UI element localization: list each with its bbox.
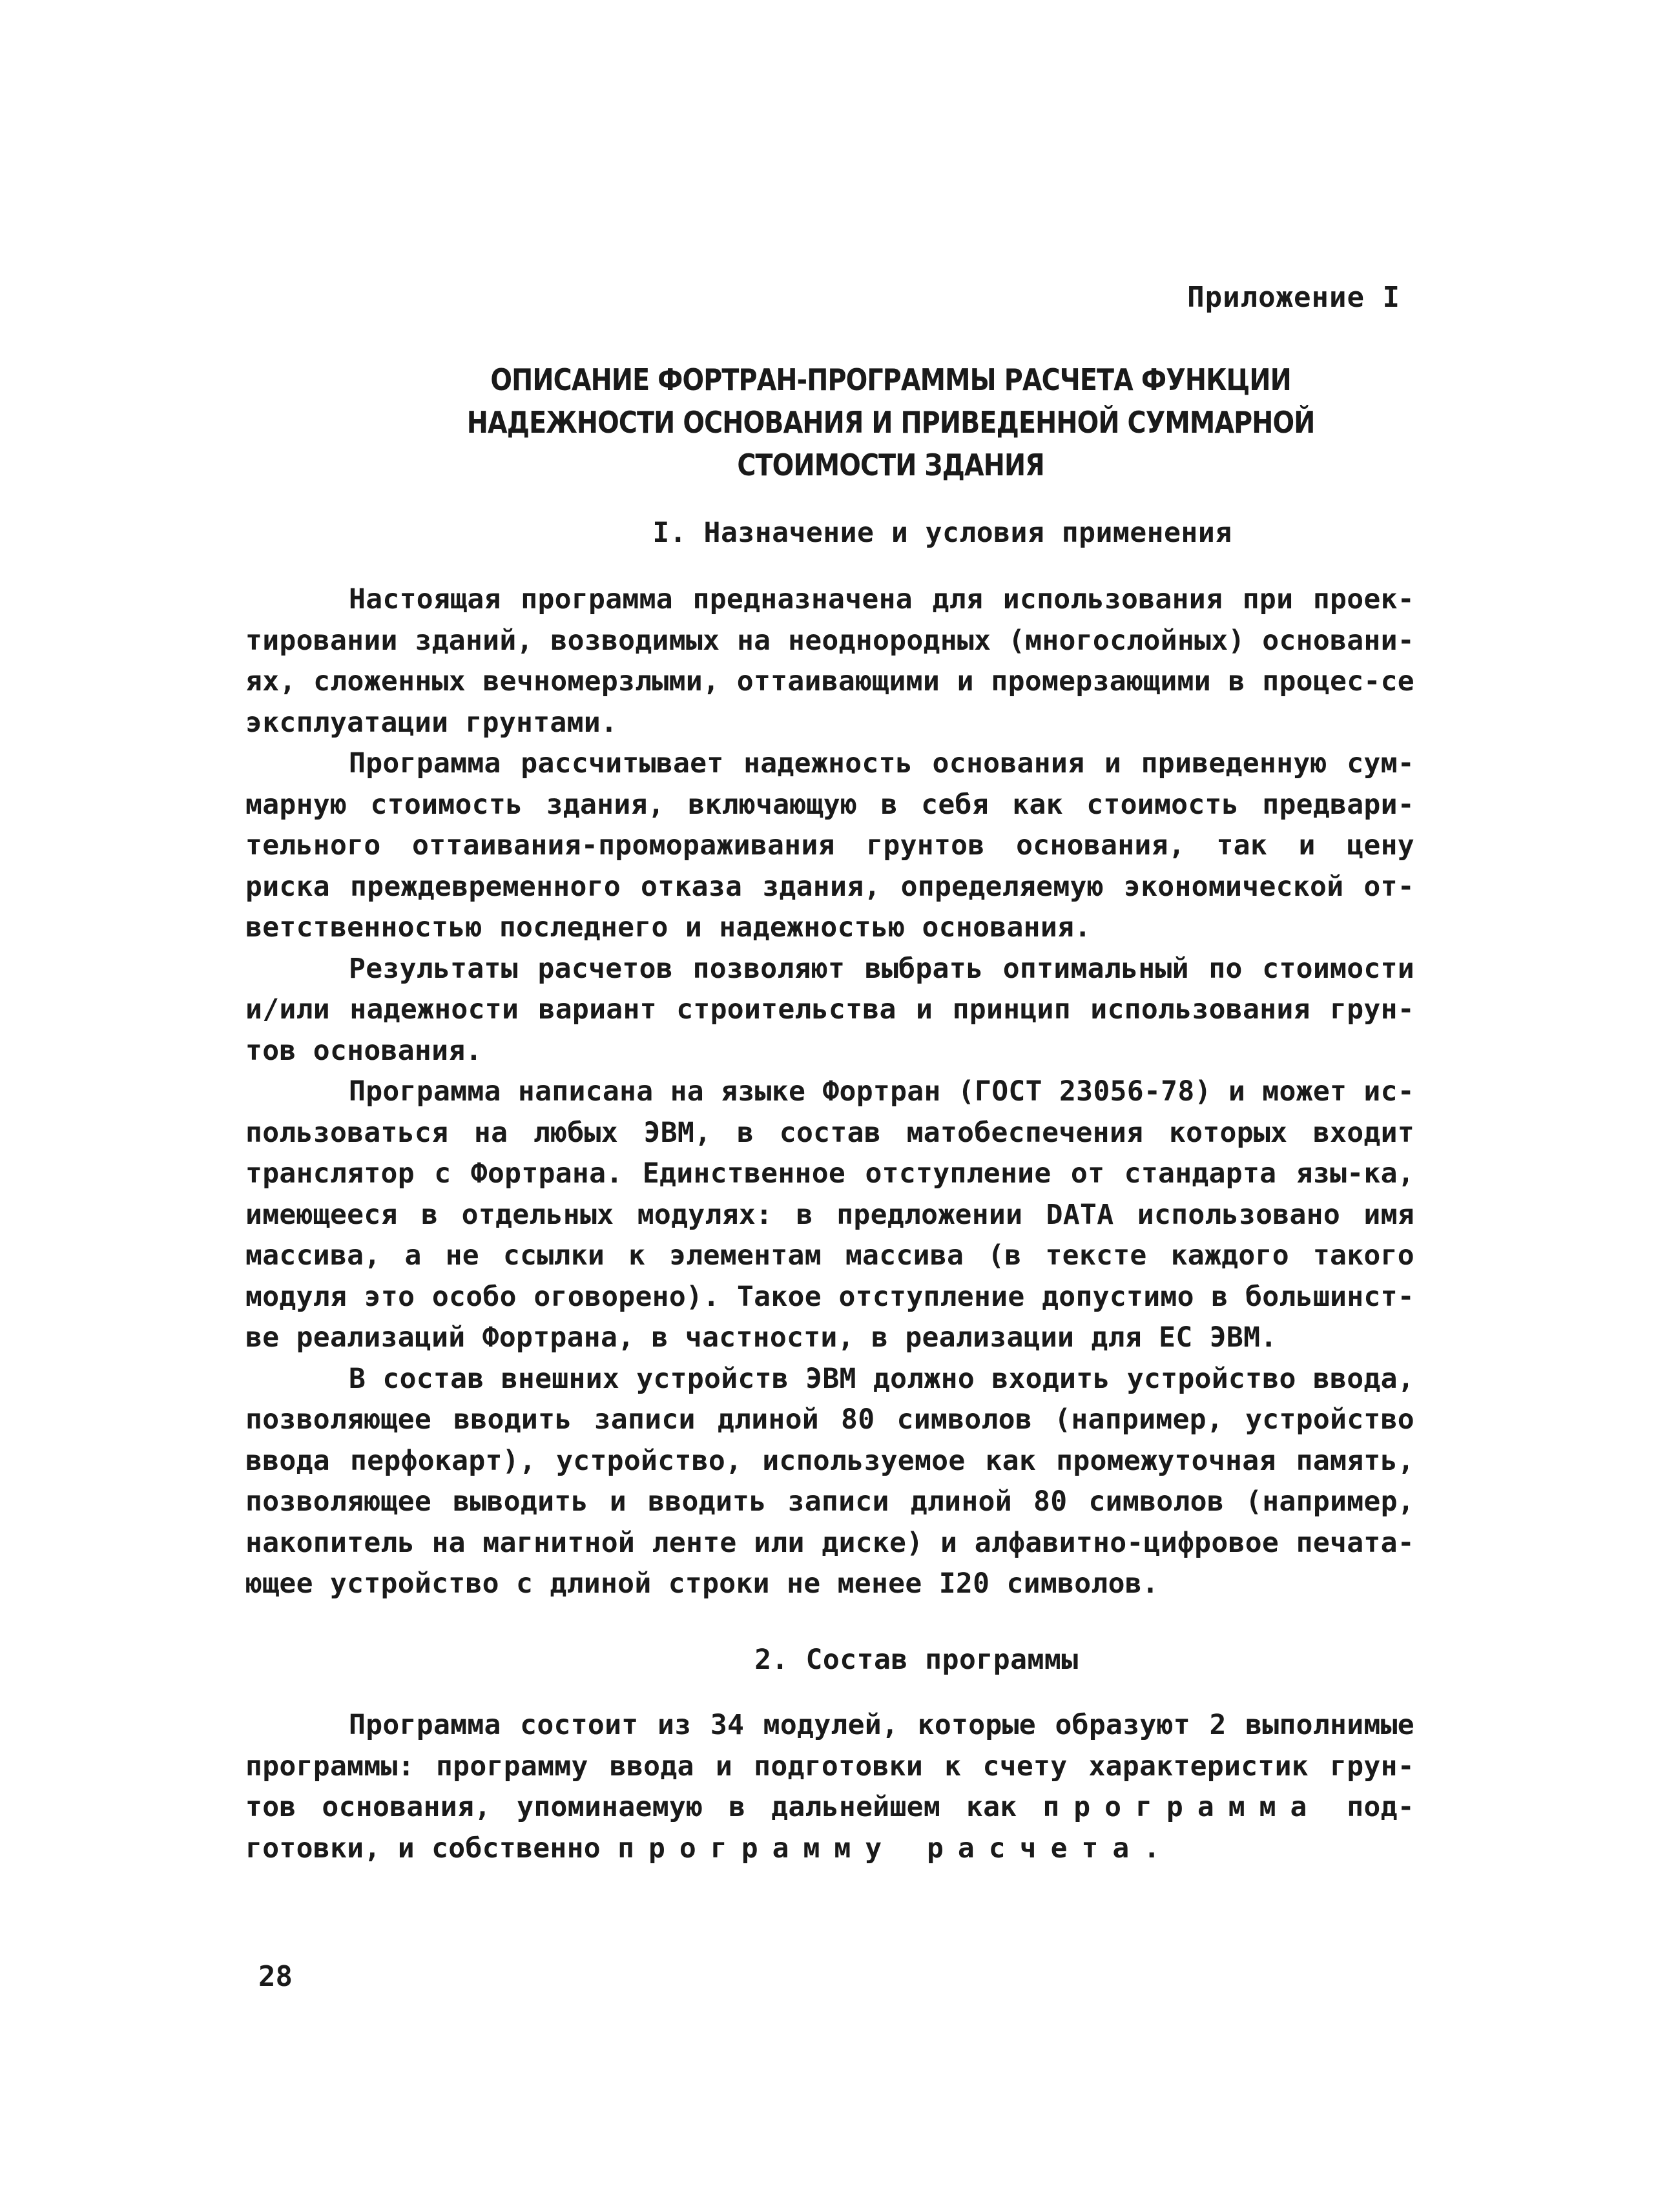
appendix-label: Приложение I — [1187, 281, 1400, 314]
paragraph: Программа рассчитывает надежность основания и приведенную сум-марную стоимость здания, включающую в себя как стоимость предвари-тельного оттаивания-промораживания грунтов основания, так и цену риска преждевременного отказа здания, определяемую экономической от-ветственностью последнего и надежностью основания. — [245, 747, 1414, 944]
spaced-term: программу расчета — [617, 1832, 1144, 1865]
paragraph — [245, 1705, 1414, 1869]
section-1-body — [245, 579, 1414, 1605]
paragraph-text: Программа состоит из 34 модулей, которые образуют 2 выполнимые программы: программу ввода и подготовки к счету характеристик грун-тов основания, упоминаемую в дальнейшем как — [245, 1709, 1414, 1823]
paragraph: Программа написана на языке Фортран (ГОСТ 23056-78) и может ис-пользоваться на любых ЭВМ, в состав матобеспечения которых входит транслятор с Фортрана. Единственное отступление от стандарта язы-ка, имеющееся в отдельных модулях: в предложении DATA использовано имя массива, а не ссылки к элементам массива (в тексте каждого такого модуля это особо оговорено). Такое отступление допустимо в большинст-ве реализаций Фортрана, в частности, в реализации для ЕС ЭВМ. — [245, 1075, 1414, 1354]
paragraph: В состав внешних устройств ЭВМ должно входить устройство ввода, позволяющее вводить записи длиной 80 символов (например, устройство ввода перфокарт), устройство, используемое как промежуточная память, позволяющее выводить и вводить записи длиной 80 символов (например, накопитель на магнитной ленте или диске) и алфавитно-цифровое печата-ющее устройство с длиной строки не менее I20 символов. — [245, 1362, 1414, 1600]
paragraph: Настоящая программа предназначена для использования при проек-тировании зданий, возводимых на неоднородных (многослойных) основани-ях, сложенных вечномерзлыми, оттаивающими и промерзающими в процес-се эксплуатации грунтами. — [245, 583, 1414, 739]
spaced-term: программа — [1042, 1791, 1321, 1823]
title-line-1: ОПИСАНИЕ ФОРТРАН-ПРОГРАММЫ РАСЧЕТА ФУНКЦИИ — [490, 362, 1291, 397]
section-2-body — [245, 1705, 1414, 1869]
title-line-3: СТОИМОСТИ ЗДАНИЯ — [737, 448, 1044, 482]
paragraph: Результаты расчетов позволяют выбрать оптимальный по стоимости и/или надежности вариант строительства и принцип использования грун-тов основания. — [245, 952, 1414, 1067]
page-number: 28 — [258, 1960, 293, 1993]
section-2-heading: 2. Состав программы — [754, 1644, 1079, 1676]
paragraph-text: под-готовки, и собственно — [245, 1791, 1414, 1865]
section-1-heading: I. Назначение и условия применения — [652, 517, 1232, 549]
document-title — [125, 358, 1568, 486]
title-line-2: НАДЕЖНОСТИ ОСНОВАНИЯ И ПРИВЕДЕННОЙ СУММАРНОЙ — [466, 405, 1315, 440]
paragraph-text: . — [1143, 1832, 1161, 1865]
